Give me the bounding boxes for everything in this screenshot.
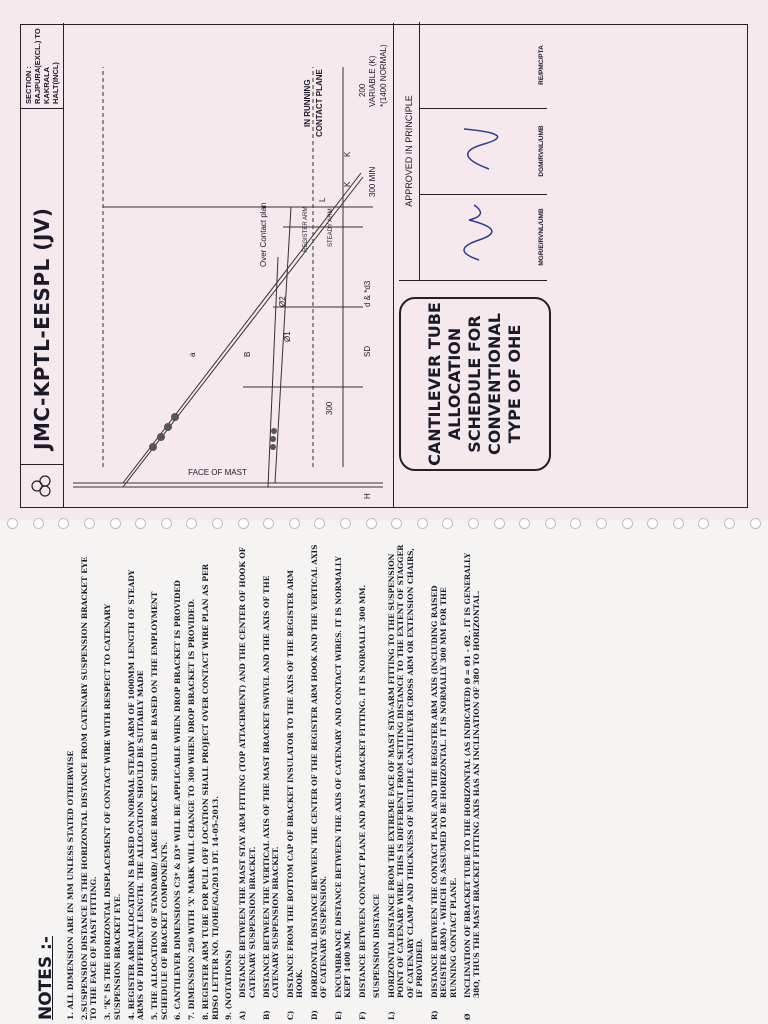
dim-d: d & *d3 xyxy=(363,280,372,307)
section-label: SECTION : RAJPURA(EXCL.) TO xyxy=(24,28,42,104)
dim-300: 300 xyxy=(325,401,334,415)
cantilever-title-box xyxy=(399,297,551,471)
project-title: JMC-KPTL-EESPL (JV) xyxy=(30,207,54,450)
drawing-frame xyxy=(20,24,748,508)
signature-cell-3 xyxy=(419,22,547,108)
note-2: 2.SUSPENSION DISTANCE IS THE HORIZONTAL DISTANCE FROM CATENARY SUSPENSION BRACKET EYE TO THE FACE OF MAST FITTING. xyxy=(79,556,99,1020)
notes-heading: NOTES :- xyxy=(36,936,56,1020)
approved-label: APPROVED IN PRINCIPLE xyxy=(399,22,420,280)
note-1: 1. ALL DIMENSION ARE IN MM UNLESS STATED OTHERWISE xyxy=(66,750,75,1020)
note-6: 6. CANTILEVER DIMENSIONS C3* & D3* WILL BE APPLICABLE WHEN DROP BRACKET IS PROVIDED xyxy=(173,580,183,1020)
notation-f: F) DISTANCE BETWEEN CONTACT PLANE AND MAST BRACKET FITTING. IT IS NORMALLY 300 MM. xyxy=(357,584,367,1020)
notation-d: D) HORIZONTAL DISTANCE BETWEEN THE CENTER OF THE REGISTER ARM HOOK AND THE VERTICAL AXIS OF CATENARY SUSPENSION. xyxy=(309,544,329,1020)
notes-frame xyxy=(30,540,750,1024)
normal-label: *(1400 NORMAL) xyxy=(379,44,388,107)
section-value: KAKRALA HALT(INCL) xyxy=(42,62,60,104)
title-strip xyxy=(21,23,64,507)
cantilever-drawing xyxy=(63,23,394,507)
signature-2-icon xyxy=(419,108,519,194)
title-block xyxy=(393,23,749,507)
notation-a: A) DISTANCE BETWEEN THE MAST STAY ARM FITTING (TOP ATTACHMENT) AND THE CENTER OF HOOK OF CATENARY SUSPENSION BRACKET. xyxy=(238,546,257,1020)
note-4: 4. REGISTER ARM ALLOCATION IS BASED ON NORMAL STEADY ARM OF 1000MM LENGTH OF STEADY ARMS OF DIFFERENT LENGTH. THE ALLOCATION SHOULD BE SUITABLY MADE xyxy=(126,569,146,1020)
variable-label: VARIABLE (K) xyxy=(368,55,377,107)
notation-e: E) ENCUMBRANCE DISTANCE BETWEEN THE AXIS OF CATENARY AND CONTACT WIRES. IT IS NORMALLY KEPT 1400 MM. xyxy=(333,556,353,1020)
steady-arm-label: STEADY ARM xyxy=(328,208,334,247)
dim-b: B xyxy=(243,351,252,357)
notation-l: L) HORIZONTAL DISTANCE FROM THE EXTREME FACE OF MAST STAY-ARM FITTING TO THE SUSPENSION POINT OF CATENARY WIRE. THIS IS DIFFERENT FROM SETTING DISTANCE TO THE EXTENT OF STAGGER OF CATENARY CLAMP AND THICKNESS OF MULTIPLE CANTILEVER CROSS ARM OR EXTENSION CHAIRS, IF PROVIDED. xyxy=(386,544,425,1020)
signature-cell-2 xyxy=(419,108,547,194)
signature-1-icon xyxy=(419,194,519,280)
note-8: 8. REGISTER ARM TUBE FOR PULL OFF LOCATION SHALL PROJECT OVER CONTACT WIRE PLAN AS PER RDSO LETTER NO. TI/OHE/GA/2013 DT. 14-05-2013. xyxy=(200,563,220,1020)
in-running-label-2: CONTACT PLANE xyxy=(315,69,324,137)
note-3: 3. "K" IS THE HORIZONTAL DISPLACEMENT OF CONTACT WIRE WITH RESPECT TO CATENARY SUSPENSION BRACKET EYE. xyxy=(103,603,122,1020)
cantilever-line-2: ALLOCATION xyxy=(445,327,464,441)
notation-suspension: SUSPENSION DISTANCE xyxy=(372,894,382,998)
cantilever-line-5: TYPE OF OHE xyxy=(505,324,524,444)
in-running-label-1: IN RUNNING xyxy=(303,79,312,127)
dim-200: 200 xyxy=(358,83,367,97)
notation-c: C) DISTANCE FROM THE BOTTOM CAP OF BRACKET INSULATOR TO THE AXIS OF THE REGISTER ARM HOOK. xyxy=(285,570,305,1020)
min-300-label: 300 MIN xyxy=(368,166,377,197)
notation-b: B) DISTANCE BETWEEN THE VERTICAL AXIS OF THE MAST BRACKET SWIVEL AND THE AXIS OF THE CATENARY SUSPENSION BRACKET. xyxy=(262,575,281,1020)
approval-block xyxy=(399,22,547,281)
notation-r: R) DISTANCE BETWEEN THE CONTACT PLANE AND THE REGISTER ARM AXIS (INCLUDING RAISED REGISTER ARM) - WHICH IS ASSUMED TO BE HORIZONTAL. IT IS NORMALLY 300 MM FOR THE RUNNING CONTACT PLANE. xyxy=(429,585,458,1020)
cantilever-line-3: SCHEDULE FOR xyxy=(465,315,484,453)
sig-label-3: RE/PMC/PTA xyxy=(538,45,545,85)
notation-phi: Ø INCLINATION OF BRACKET TUBE TO THE HORIZONTAL (AS INDICATED) Ø = Ø1 - Ø2 . IT IS GENERALLY 38O, THUS THE MAST BRACKET FITTING AXIS HAS AN INCLINATION OF 38O TO HORIZONTAL. xyxy=(462,553,482,1020)
binder-holes xyxy=(0,518,768,534)
dim-a: a xyxy=(188,352,197,357)
dim-phi2: Ø2 xyxy=(278,296,287,307)
notes-section xyxy=(30,540,750,1024)
sig-label-1: MGR/E/RVNL/UMB xyxy=(538,208,545,266)
dim-k-2: K xyxy=(343,151,352,157)
jv-logo-icon xyxy=(21,464,63,507)
sig-label-2: DGM/RVNL/UMB xyxy=(538,125,545,177)
note-9: 9. (NOTATIONS) xyxy=(224,949,234,1020)
section-box xyxy=(21,23,63,109)
cantilever-line-4: CONVENTIONAL xyxy=(485,313,504,455)
over-contact-label: Over Contact plan xyxy=(259,202,268,267)
cantilever-line-1: CANTILEVER TUBE xyxy=(425,302,444,466)
dim-phi1: Ø1 xyxy=(283,331,292,342)
dim-sd: SD xyxy=(363,345,372,357)
signature-cell-1 xyxy=(419,194,547,280)
note-7: 7. DIMENSION 250 WITH 'X' MARK WILL CHANGE TO 300 WHEN DROP BRACKET IS PROVIDED. xyxy=(187,598,197,1020)
register-arm-label: REGISTER ARM xyxy=(303,206,309,252)
face-of-mast-label: FACE OF MAST xyxy=(188,468,247,478)
cantilever-diagram xyxy=(63,23,393,507)
dim-h: H xyxy=(363,493,372,499)
dim-k-1: K xyxy=(343,181,352,187)
dim-l: L xyxy=(318,197,327,202)
note-5: 5. THE ALLOCATION OF STANDARD/ LARGE BRACKET SHOULD BE BASED ON THE EMPLOYMENT SCHEDULE OF BRACKET COMPONENTS. xyxy=(150,591,169,1020)
